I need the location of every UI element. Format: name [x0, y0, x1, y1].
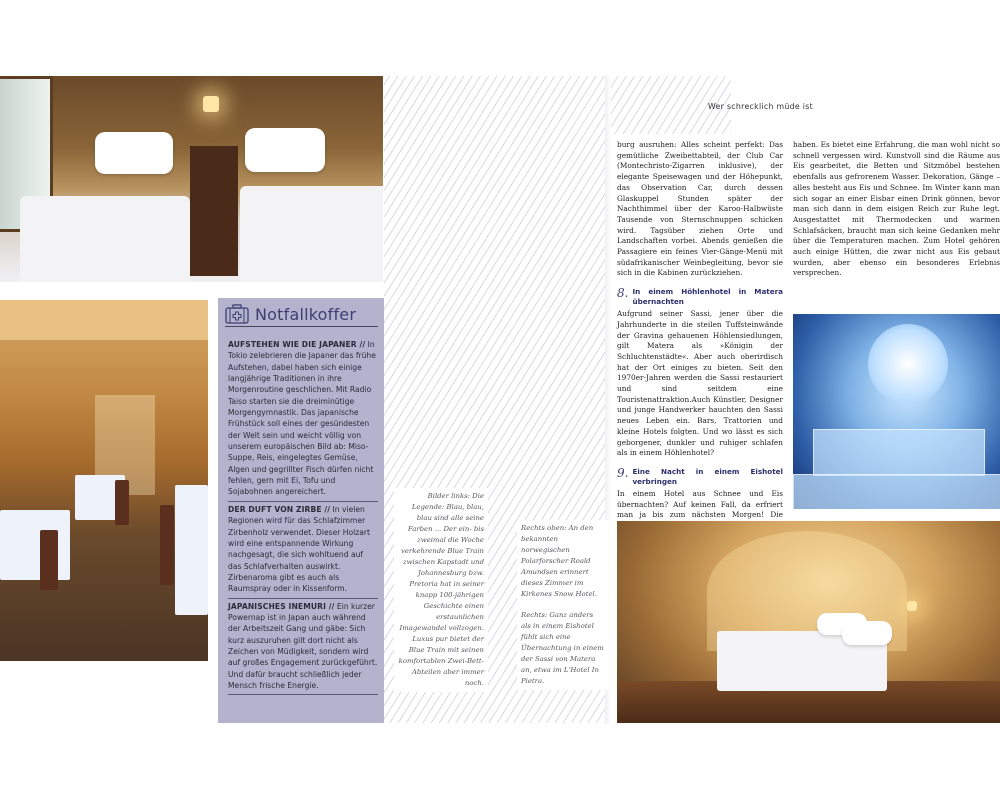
section-8-heading: [617, 287, 783, 307]
kit-tip-heading: AUFSTEHEN WIE DIE JAPANER //: [228, 340, 366, 349]
section-number: 8.: [617, 286, 629, 301]
section-title: Eine Nacht in einem Eishotel verbringen: [632, 466, 783, 486]
kit-tips: [228, 339, 378, 697]
chair: [160, 505, 174, 585]
article-continuation: haben. Es bietet eine Erfahrung, die man wohl nicht so schnell vergessen wird. Kunstvoll sind die Räume aus Eis gearbeitet, die Betten und Sitzmöbel bestehen ebenfalls aus gefrorenem Wasser. Dekoration, Gänge – alles besteht aus Eis und Schnee. Im Winter kann man sich sogar an einer Eisbar einen Drink gönnen, bevor man sich dann in dem eisigen Reich zur Ruhe legt. Ausgestattet mit Thermodecken und warmen Schlafsäcken, braucht man sich keine Gedanken mehr über die Temperaturen machen. Zum Hotel gehören auch einige Hütten, die zwar nicht aus Eis gebaut wurden, aber ebenso ein besonderes Erlebnis versprechen.: [793, 140, 1000, 278]
kit-tip-heading: JAPANISCHES INEMURI //: [228, 601, 335, 611]
first-aid-kit-icon: [225, 304, 249, 324]
cave-hotel-photo: [617, 521, 1000, 723]
kit-tip: [228, 601, 378, 696]
chair: [40, 530, 58, 590]
caption-left: Bilder links: Die Legende: Blau, blau, blau sind alle seine Farben ... Der ein- bis zweimal die Woche verkehrende Blue Train zwischen Kapstadt und Johannesburg bzw. Pretoria hat in seiner knapp 100-jährigen Geschichte einen erstaunlichen Imagewandel vollzogen. Luxus pur bietet der Blue Train mit seinen komfortablen Zwei-Bett-Abteilen aber immer noch.: [394, 488, 488, 692]
pillow-right: [245, 128, 325, 172]
section-9-text: In einem Hotel aus Schnee und Eis übernachten? Auf keinen Fall, da erfriert man ja bis zum nächsten Morgen! Die: [617, 488, 783, 520]
article-column-1: [617, 140, 783, 553]
running-head: Wer schrecklich müde ist: [708, 102, 813, 111]
kit-tip-text: In Tokio zelebrieren die Japaner das frühe Aufstehen, dabei haben sich einige langjährige Traditionen in ihre Morgenroutine geschlichen. Mit Radio Taiso starten sie die dreiminütige Morgengymnastik. Das japanische Frühstück soll eines der gesündesten der Welt sein und weicht völlig von unserem europäischen Bild ab: Miso-Suppe, Reis, eingelegtes Gemüse, Algen und gegrillter Fisch dürfen nicht fehlen, gern mit Ei, Tofu und Sojabohnen angereichert.: [228, 340, 376, 497]
train-compartment-photo: [0, 76, 383, 282]
ice-carving: [868, 324, 948, 404]
kit-title: Notfallkoffer: [255, 304, 357, 324]
article-intro: burg ausruhen: Alles scheint perfekt: Das gemütliche Zweibettabteil, der Club Car (Montechristo-Zigarren inklusive), der elegante Speisewagen und der Höhepunkt, das Observation Car, durch dessen Glaskuppel Stunden später der Nachthimmel über der Karoo-Halbwüste Tausende von Sternschnuppen schicken wird. Tagsüber ziehen Orte und Landschaften vorbei. Abends genießen die Passagiere ein feines Vier-Gänge-Menü mit südafrikanischer Weinbegleitung, bevor sie sich in die Kabinen zurückziehen.: [617, 140, 783, 278]
caption-right: [517, 520, 609, 690]
bed-right: [240, 186, 383, 282]
pillow-left: [95, 132, 173, 174]
emergency-kit-box: [218, 298, 384, 723]
chair: [115, 480, 129, 525]
ice-bed: [813, 429, 985, 476]
kit-tip-text: Ein kurzer Powernap ist in Japan auch während der Arbeitszeit Gang und gäbe: Sich kurz auszuruhen gilt dort nicht als Zeichen von Müdigkeit, sondern wird auf großes Engagement zurückgeführt. Und dafür braucht schließlich jeder Mensch frische Energie.: [228, 601, 378, 690]
ice-hotel-photo: [793, 314, 1000, 509]
caption-right-bottom: Rechts: Ganz anders als in einem Eishotel fühlt sich eine Übernachtung in einem der Sassi von Matera an, etwa im L'Hotel In Pietra.: [521, 611, 604, 685]
kit-header: [225, 302, 378, 327]
cave-lamp: [907, 601, 917, 611]
section-8-text: Aufgrund seiner Sassi, jener über die Jahrhunderte in die steilen Tuffsteinwände der Gravina gehauenen Höhlensiedlungen, gilt Matera als »Königin der Schluchtenstädte«. Aber auch oberirdisch hat der Ort einiges zu bieten. Seit den 1970er-Jahren werden die Sassi restauriert und sind seitdem eine Touristenattraktion.Auch Künstler, Designer und junge Handwerker hauchten den Sassi neues Leben ein. Bars, Trattorien und kleine Hotels folgten. Und wo lässt es sich geborgener, dunkler und ruhiger schlafen als in einem Höhlenhotel?: [617, 309, 783, 458]
bed-left: [20, 196, 190, 282]
section-number: 9.: [617, 465, 629, 480]
caption-right-top: Rechts oben: An den bekannten norwegischen Polarforscher Roald Amundsen erinnert dieses Zimmer im Kirkenes Snow Hotel.: [521, 524, 597, 598]
magazine-spread: [0, 76, 1000, 723]
section-9-heading: [617, 467, 783, 487]
kit-tip: [228, 504, 378, 599]
wall-lamp: [203, 96, 219, 112]
dining-car-photo: [0, 300, 208, 661]
cave-pillow: [842, 621, 892, 645]
section-title: In einem Höhlenhotel in Matera übernachten: [632, 287, 783, 307]
kit-tip-heading: DER DUFT VON ZIRBE //: [228, 504, 331, 514]
kit-tip-text: In vielen Regionen wird für das Schlafzimmer Zirbenholz verwendet. Dieser Holzart wird eine entspannende Wirkung nachgesagt, die sich wohltuend auf das Schlafverhalten auswirkt. Zirbenaroma gibt es auch als Raumspray oder in Kissenform.: [228, 504, 370, 594]
dining-table: [175, 485, 208, 615]
article-column-2: [793, 140, 1000, 279]
dining-table: [0, 510, 70, 580]
kit-tip: [228, 339, 378, 502]
